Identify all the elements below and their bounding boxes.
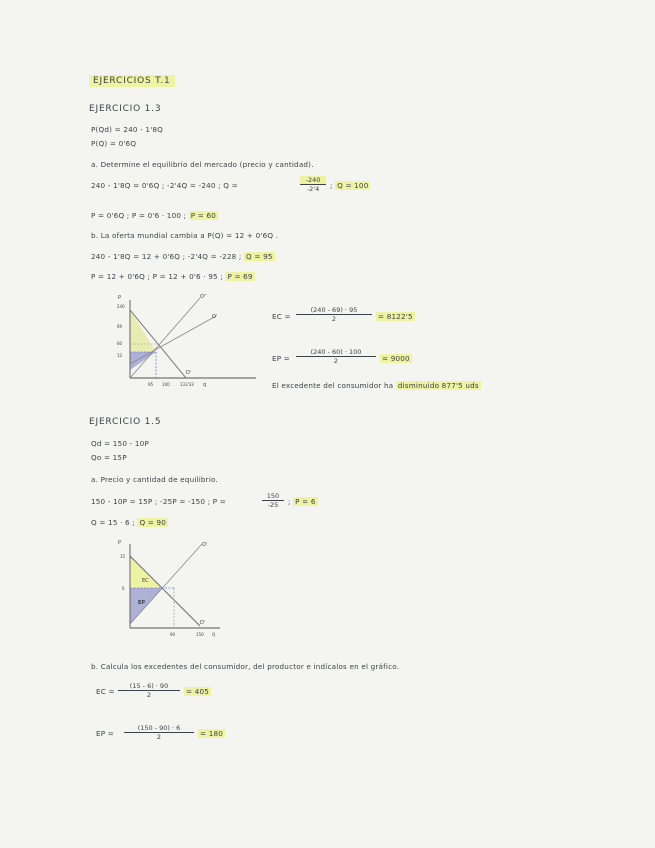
ex15-ec-num: (15 - 6) · 90: [118, 682, 180, 691]
ex13-ec-result-wrap: [376, 312, 415, 321]
ex13-conclusion: [272, 381, 481, 390]
ex13-ec-fraction: [296, 306, 372, 323]
ex13-ep-num: (240 - 60) · 100: [296, 348, 376, 357]
ex13-question-a: a. Determine el equilibrio del mercado (precio y cantidad).: [91, 160, 314, 169]
page-title-text: EJERCICIOS T.1: [89, 75, 175, 87]
ex15-tick-90: 90: [170, 632, 176, 637]
ex13-tick-95: 95: [148, 382, 154, 387]
ex13-price1: [91, 211, 218, 220]
ex15-ec-fraction: [118, 682, 180, 699]
ex15-q1: [91, 518, 168, 527]
ex13-label-d: D': [186, 370, 192, 376]
ex15-ec-label: EC =: [96, 687, 115, 696]
ex13-ep-label: EP =: [272, 354, 290, 363]
ex13-eq2: [91, 252, 275, 261]
ex13-eq1-result-wrap: ; Q = 100: [330, 181, 369, 190]
ex13-axis-p: P: [118, 295, 122, 301]
ex13-eq1: 240 - 1'8Q = 0'6Q ; -2'4Q = -240 ; Q =: [91, 181, 238, 190]
ex13-price2: [91, 272, 255, 281]
ex15-eq1-result-wrap: ; P = 6: [288, 497, 316, 506]
ex13-ec-den: 2: [331, 315, 337, 323]
ex13-eq2-result: Q = 95: [246, 252, 273, 261]
ex15-ep-result-wrap: [198, 729, 225, 738]
ex15-ep-fraction: [124, 724, 194, 741]
ex15-eq1: 150 - 10P = 15P ; -25P = -150 ; P =: [91, 497, 227, 506]
ex15-supply: Qo = 15P: [91, 453, 127, 462]
ex13-conclusion-text: El excedente del consumidor ha: [272, 381, 394, 390]
ex15-eq1-fraction: [262, 492, 284, 509]
ex13-tick-133: 133'33: [180, 382, 194, 387]
page-title: [89, 77, 175, 86]
exercise-1-5-heading: EJERCICIO 1.5: [89, 417, 162, 427]
ex15-label-o: O': [202, 542, 208, 548]
ex15-ep-result: = 180: [200, 729, 224, 738]
ex15-ep-num: (150 - 90) · 6: [124, 724, 194, 733]
ex13-eq1-den: -2'4: [306, 185, 320, 193]
ex15-ep-label: EP =: [96, 729, 114, 738]
ex13-ep-fraction: [296, 348, 376, 365]
ex15-ep-den: 2: [156, 733, 162, 741]
ex15-tick-15: 15: [120, 554, 126, 559]
ex15-axis-p: P: [118, 540, 122, 546]
ex13-demand: P(Qd) = 240 - 1'8Q: [91, 125, 164, 134]
ex13-ec-label: EC =: [272, 312, 291, 321]
ex13-producer-surplus-area: [130, 352, 156, 370]
ex13-eq2-text: 240 - 1'8Q = 12 + 0'6Q ; -2'4Q = -228 ;: [91, 252, 242, 261]
ex15-q1-text: Q = 15 · 6 ;: [91, 518, 135, 527]
ex13-price2-text: P = 12 + 0'6Q ; P = 12 + 0'6 · 95 ;: [91, 272, 223, 281]
exercise-1-3-heading: EJERCICIO 1.3: [89, 104, 162, 114]
ex13-ec-result: = 8122'5: [378, 312, 413, 321]
ex15-demand: Qd = 150 - 10P: [91, 439, 149, 448]
ex13-ec-num: (240 - 69) · 95: [296, 306, 372, 315]
ex13-eq1-result: Q = 100: [337, 181, 369, 190]
ex15-question-b: b. Calcula los excedentes del consumidor, del productor e indícalos en el gráfico.: [91, 662, 400, 671]
ex15-tick-150: 150: [196, 632, 204, 637]
ex13-conclusion-highlight: disminuido 877'5 uds: [397, 381, 479, 390]
ex15-label-d: D': [200, 620, 206, 626]
ex13-ep-den: 2: [333, 357, 339, 365]
ex15-axis-q: Q: [212, 632, 216, 637]
ex13-supply-demand-graph: [100, 292, 260, 400]
ex15-ec-result-wrap: [184, 687, 211, 696]
ex13-supply: P(Q) = 0'6Q: [91, 139, 137, 148]
ex13-ep-result: = 9000: [382, 354, 410, 363]
ex13-axis-q: q: [203, 382, 207, 388]
ex13-eq1-fraction: [300, 176, 326, 193]
ex15-label-ec: EC: [142, 578, 149, 584]
ex15-ec-den: 2: [146, 691, 152, 699]
ex15-ec-result: = 405: [186, 687, 210, 696]
ex13-eq1-num: -240: [300, 176, 326, 185]
ex13-price1-text: P = 0'6Q ; P = 0'6 · 100 ;: [91, 211, 187, 220]
ex15-tick-6: 6: [122, 586, 125, 591]
ex15-question-a: a. Precio y cantidad de equilibrio.: [91, 475, 218, 484]
ex15-eq1-num: 150: [262, 492, 284, 501]
ex13-label-o-old: O': [212, 314, 218, 320]
ex15-supply-demand-graph: [108, 538, 228, 644]
ex13-price1-result: P = 60: [190, 211, 217, 220]
ex15-label-ep: EP: [138, 600, 146, 606]
ex13-tick-100: 100: [162, 382, 170, 387]
ex15-q1-result: Q = 90: [139, 518, 167, 527]
ex13-label-o-new: O'': [200, 294, 207, 300]
ex13-ep-result-wrap: [380, 354, 412, 363]
ex13-consumer-surplus-area: [130, 310, 156, 352]
ex15-eq1-den: -25: [267, 501, 279, 509]
ex13-price2-result: P = 69: [227, 272, 253, 281]
ex13-tick-60: 60: [117, 341, 123, 346]
ex13-tick-12: 12: [117, 353, 123, 358]
ex13-tick-240: 240: [117, 304, 125, 309]
ex13-question-b: b. La oferta mundial cambia a P(Q) = 12 + 0'6Q .: [91, 231, 279, 240]
ex15-eq1-result: P = 6: [295, 497, 316, 506]
ex13-tick-69: 69: [117, 324, 123, 329]
